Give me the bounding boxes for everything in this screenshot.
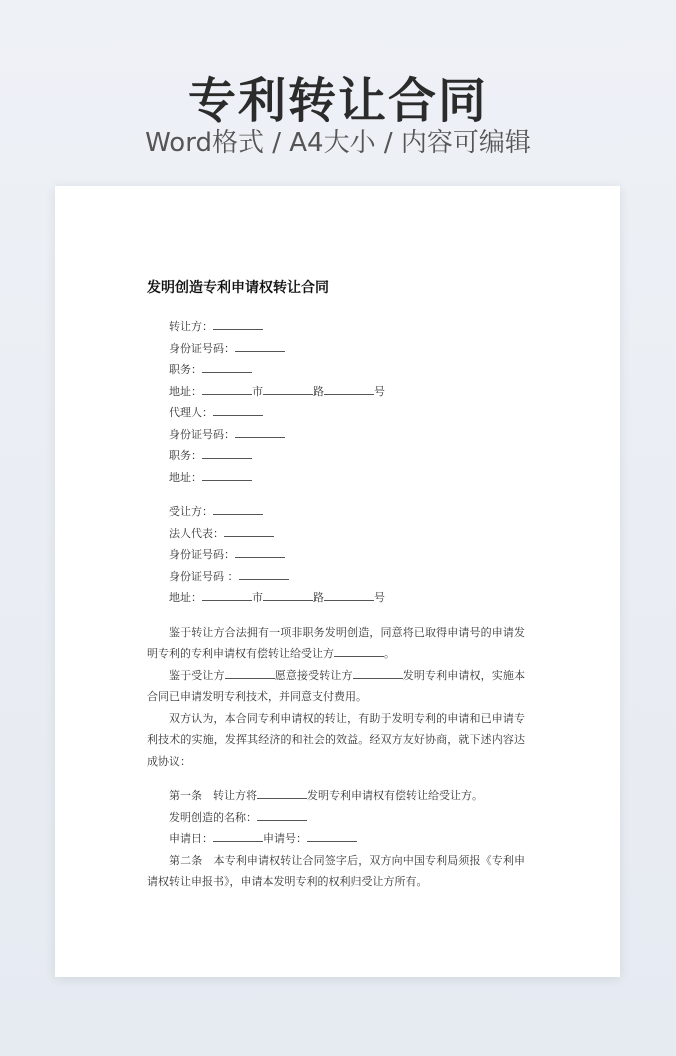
transferee-label: 受让方： — [169, 505, 213, 518]
transferee-blank — [213, 502, 263, 515]
page-subtitle: Word格式 / A4大小 / 内容可编辑 — [145, 128, 531, 158]
document-title: 发明创造专利申请权转让合同 — [147, 280, 329, 296]
invention-name-label: 发明创造的名称： — [169, 810, 257, 824]
transferee-address-blank-3 — [324, 588, 374, 601]
transferee-id-blank — [235, 545, 285, 558]
transferor-id-label: 身份证号码： — [169, 341, 235, 355]
transferee-id-label: 身份证号码： — [169, 548, 235, 561]
paragraph-2 — [147, 665, 525, 708]
transferor-label: 转让方： — [169, 320, 213, 333]
apply-no-blank — [307, 829, 357, 842]
agent-id-blank — [235, 425, 285, 438]
article-1 — [147, 785, 525, 807]
agent-position-line — [147, 445, 525, 467]
transferor-id-blank — [235, 339, 285, 352]
transferor-address-blank-3 — [324, 382, 374, 395]
transferor-address-no: 号 — [374, 384, 385, 398]
paragraph-2-text-c: 发明专利申请权，实施本合同已申请发明专利技术，并同意支付费用。 — [147, 668, 525, 703]
paragraph-1-blank — [334, 644, 384, 657]
transferor-address-blank-1 — [202, 382, 252, 395]
document-body — [147, 316, 525, 893]
paragraph-1-text: 鉴于转让方合法拥有一项非职务发明创造，同意将已取得申请号的申请发明专利的专利申请权有偿转让给受让方 — [147, 625, 525, 660]
article-1-text-b: 发明专利申请权有偿转让给受让方。 — [307, 789, 483, 802]
apply-no-label: 申请号： — [263, 832, 307, 845]
transferee-rep-label: 法人代表： — [169, 526, 224, 540]
paragraph-1-end: 。 — [384, 647, 395, 660]
page-title: 专利转让合同 — [187, 73, 488, 129]
document-page — [55, 186, 620, 977]
agent-blank — [213, 403, 263, 416]
agent-label: 代理人： — [169, 406, 213, 419]
apply-line — [147, 828, 525, 850]
paragraph-2-text-a: 鉴于受让方 — [169, 668, 225, 682]
transferee-rep-line — [147, 523, 525, 545]
transferor-position-blank — [202, 360, 252, 373]
transferor-line — [147, 316, 525, 338]
transferee-rep-blank — [224, 524, 274, 537]
transferor-address-road: 路 — [313, 384, 324, 398]
transferor-address-blank-2 — [263, 382, 313, 395]
article-1-text-a: 第一条 转让方将 — [169, 789, 257, 802]
article-2: 第二条 本专利申请权转让合同签字后，双方向中国专利局须报《专利申请权转让申报书》，申请本发明专利的权利归受让方所有。 — [147, 853, 525, 888]
paragraph-1 — [147, 622, 525, 665]
transferor-address-line — [147, 381, 525, 403]
agent-address-line — [147, 467, 525, 489]
apply-date-label: 申请日： — [169, 832, 213, 845]
agent-line — [147, 402, 525, 424]
transferee-address-line — [147, 587, 525, 609]
article-1-blank — [257, 786, 307, 799]
transferee-address-label: 地址： — [169, 591, 202, 604]
agent-id-label: 身份证号码： — [169, 427, 235, 441]
transferee-address-blank-2 — [263, 588, 313, 601]
agent-position-blank — [202, 446, 252, 459]
transferee-id-blank-2 — [239, 567, 289, 580]
transferor-position-line — [147, 359, 525, 381]
invention-name-line — [147, 807, 525, 829]
paragraph-3: 双方认为，本合同专利申请权的转让，有助于发明专利的申请和已申请专利技术的实施，发挥其经济的和社会的效益。经双方友好协商，就下述内容达成协议： — [147, 711, 525, 768]
invention-name-blank — [257, 808, 307, 821]
agent-id-line — [147, 424, 525, 446]
paragraph-2-blank-1 — [225, 666, 275, 679]
transferor-address-label: 地址： — [169, 384, 202, 398]
transferor-id-line — [147, 338, 525, 360]
transferor-address-city: 市 — [252, 384, 263, 398]
transferee-address-road: 路 — [313, 591, 324, 604]
transferor-position-label: 职务： — [169, 363, 202, 376]
transferee-id-line-2 — [147, 566, 525, 588]
apply-date-blank — [213, 829, 263, 842]
agent-address-blank — [202, 468, 252, 481]
agent-position-label: 职务： — [169, 449, 202, 462]
paragraph-2-blank-2 — [353, 666, 403, 679]
transferee-line — [147, 501, 525, 523]
transferee-address-blank-1 — [202, 588, 252, 601]
transferee-id-line — [147, 544, 525, 566]
transferee-address-no: 号 — [374, 591, 385, 604]
transferor-blank — [213, 317, 263, 330]
transferee-id-label-2: 身份证号码 ： — [169, 569, 239, 583]
paragraph-2-text-b: 愿意接受转让方 — [274, 668, 353, 682]
transferee-address-city: 市 — [252, 591, 263, 604]
agent-address-label: 地址： — [169, 470, 202, 484]
